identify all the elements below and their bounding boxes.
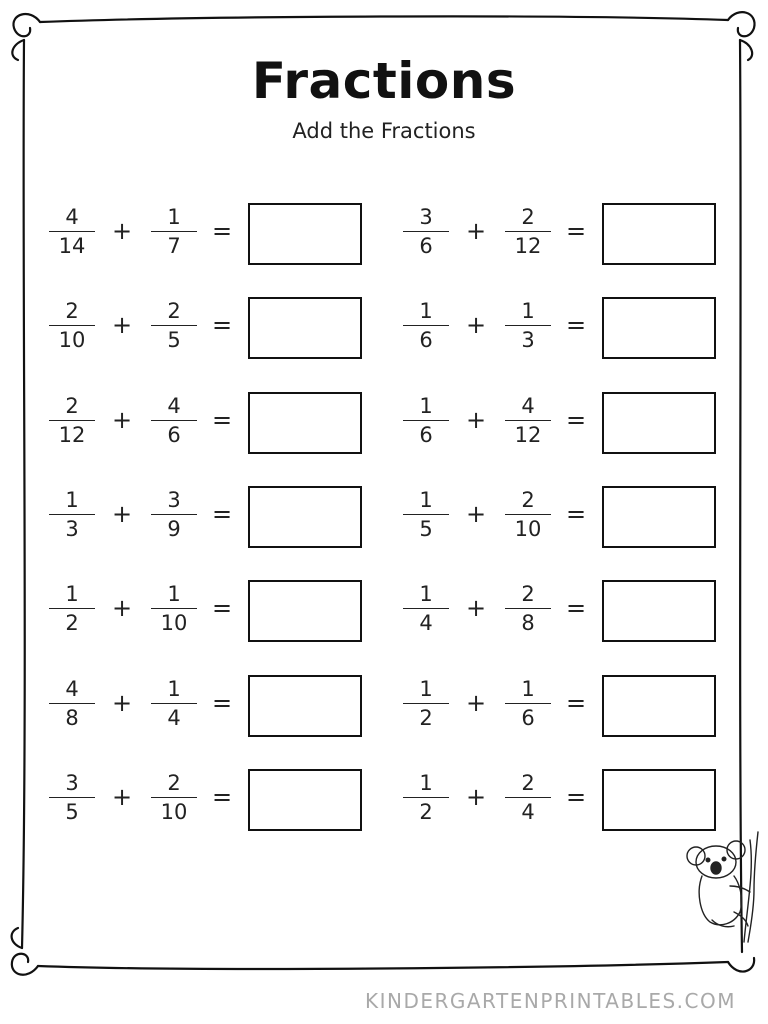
fraction-problem	[44, 203, 374, 265]
numerator: 1	[167, 582, 181, 606]
denominator: 3	[521, 328, 535, 352]
fraction-second	[150, 299, 198, 354]
denominator: 5	[419, 517, 433, 541]
equals-sign: =	[212, 500, 233, 528]
denominator: 6	[521, 706, 535, 730]
fraction-first	[402, 677, 450, 732]
numerator: 4	[65, 677, 79, 701]
equals-sign: =	[566, 217, 587, 245]
fraction-second	[504, 582, 552, 637]
denominator: 5	[167, 328, 181, 352]
equals-sign: =	[212, 311, 233, 339]
equals-sign: =	[212, 689, 233, 717]
fraction-second	[504, 771, 552, 826]
plus-sign: +	[112, 311, 133, 339]
fraction-second	[504, 205, 552, 260]
denominator: 4	[167, 706, 181, 730]
numerator: 1	[419, 677, 433, 701]
plus-sign: +	[112, 783, 133, 811]
denominator: 10	[160, 800, 188, 824]
numerator: 2	[167, 299, 181, 323]
denominator: 2	[419, 800, 433, 824]
plus-sign: +	[112, 217, 133, 245]
fraction-first	[48, 394, 96, 449]
numerator: 1	[419, 582, 433, 606]
answer-box[interactable]	[602, 203, 716, 265]
worksheet-subtitle: Add the Fractions	[292, 119, 476, 143]
numerator: 2	[65, 394, 79, 418]
fraction-first	[402, 488, 450, 543]
fraction-first	[402, 394, 450, 449]
answer-box[interactable]	[248, 203, 362, 265]
equals-sign: =	[212, 406, 233, 434]
numerator: 1	[521, 677, 535, 701]
plus-sign: +	[466, 217, 487, 245]
plus-sign: +	[112, 594, 133, 622]
denominator: 8	[521, 611, 535, 635]
equals-sign: =	[566, 500, 587, 528]
numerator: 1	[167, 677, 181, 701]
numerator: 1	[65, 488, 79, 512]
numerator: 1	[65, 582, 79, 606]
fraction-first	[402, 299, 450, 354]
fraction-second	[150, 582, 198, 637]
numerator: 2	[521, 771, 535, 795]
numerator: 3	[167, 488, 181, 512]
plus-sign: +	[466, 689, 487, 717]
numerator: 4	[167, 394, 181, 418]
denominator: 9	[167, 517, 181, 541]
numerator: 1	[419, 488, 433, 512]
numerator: 2	[65, 299, 79, 323]
numerator: 2	[521, 205, 535, 229]
numerator: 4	[65, 205, 79, 229]
denominator: 6	[167, 423, 181, 447]
fraction-second	[150, 677, 198, 732]
denominator: 12	[514, 423, 542, 447]
fraction-second	[504, 677, 552, 732]
denominator: 5	[65, 800, 79, 824]
equals-sign: =	[212, 594, 233, 622]
answer-box[interactable]	[248, 392, 362, 454]
numerator: 1	[419, 299, 433, 323]
fraction-first	[48, 771, 96, 826]
equals-sign: =	[212, 783, 233, 811]
fraction-first	[48, 677, 96, 732]
answer-box[interactable]	[248, 297, 362, 359]
fraction-second	[150, 394, 198, 449]
numerator: 3	[419, 205, 433, 229]
numerator: 2	[521, 488, 535, 512]
fraction-problem	[398, 203, 728, 265]
fraction-problem	[398, 580, 728, 642]
plus-sign: +	[112, 689, 133, 717]
fraction-problem	[44, 297, 374, 359]
denominator: 10	[514, 517, 542, 541]
answer-box[interactable]	[602, 580, 716, 642]
numerator: 2	[167, 771, 181, 795]
fraction-problem	[44, 392, 374, 454]
fraction-problem	[398, 392, 728, 454]
answer-box[interactable]	[248, 769, 362, 831]
answer-box[interactable]	[248, 580, 362, 642]
koala-illustration	[684, 830, 764, 945]
denominator: 2	[65, 611, 79, 635]
denominator: 12	[58, 423, 86, 447]
answer-box[interactable]	[602, 675, 716, 737]
plus-sign: +	[112, 500, 133, 528]
numerator: 2	[521, 582, 535, 606]
equals-sign: =	[566, 406, 587, 434]
equals-sign: =	[566, 783, 587, 811]
fraction-problem	[44, 675, 374, 737]
fraction-first	[48, 205, 96, 260]
fraction-first	[48, 488, 96, 543]
answer-box[interactable]	[602, 486, 716, 548]
fraction-problem	[44, 486, 374, 548]
denominator: 3	[65, 517, 79, 541]
plus-sign: +	[112, 406, 133, 434]
numerator: 4	[521, 394, 535, 418]
answer-box[interactable]	[248, 675, 362, 737]
fraction-second	[504, 394, 552, 449]
denominator: 14	[58, 234, 86, 258]
answer-box[interactable]	[602, 392, 716, 454]
numerator: 1	[419, 771, 433, 795]
plus-sign: +	[466, 406, 487, 434]
fraction-problem	[398, 486, 728, 548]
fraction-first	[48, 582, 96, 637]
denominator: 7	[167, 234, 181, 258]
equals-sign: =	[566, 689, 587, 717]
fraction-problem	[398, 297, 728, 359]
denominator: 4	[419, 611, 433, 635]
denominator: 6	[419, 423, 433, 447]
fraction-second	[150, 205, 198, 260]
fraction-first	[48, 299, 96, 354]
fraction-second	[504, 299, 552, 354]
answer-box[interactable]	[602, 297, 716, 359]
numerator: 1	[521, 299, 535, 323]
denominator: 10	[160, 611, 188, 635]
denominator: 10	[58, 328, 86, 352]
equals-sign: =	[212, 217, 233, 245]
footer-site-text: KINDERGARTENPRINTABLES.COM	[364, 989, 736, 1013]
equals-sign: =	[566, 594, 587, 622]
fraction-second	[150, 771, 198, 826]
denominator: 8	[65, 706, 79, 730]
denominator: 6	[419, 234, 433, 258]
fraction-first	[402, 205, 450, 260]
fraction-problem	[398, 675, 728, 737]
fraction-problem	[44, 580, 374, 642]
plus-sign: +	[466, 311, 487, 339]
numerator: 1	[167, 205, 181, 229]
denominator: 6	[419, 328, 433, 352]
plus-sign: +	[466, 594, 487, 622]
answer-box[interactable]	[602, 769, 716, 831]
worksheet-title: Fractions	[251, 52, 517, 110]
denominator: 4	[521, 800, 535, 824]
answer-box[interactable]	[248, 486, 362, 548]
plus-sign: +	[466, 783, 487, 811]
equals-sign: =	[566, 311, 587, 339]
denominator: 12	[514, 234, 542, 258]
denominator: 2	[419, 706, 433, 730]
plus-sign: +	[466, 500, 487, 528]
fraction-problem	[44, 769, 374, 831]
numerator: 3	[65, 771, 79, 795]
fraction-second	[504, 488, 552, 543]
fraction-first	[402, 582, 450, 637]
fraction-problem	[398, 769, 728, 831]
fraction-second	[150, 488, 198, 543]
fraction-first	[402, 771, 450, 826]
numerator: 1	[419, 394, 433, 418]
